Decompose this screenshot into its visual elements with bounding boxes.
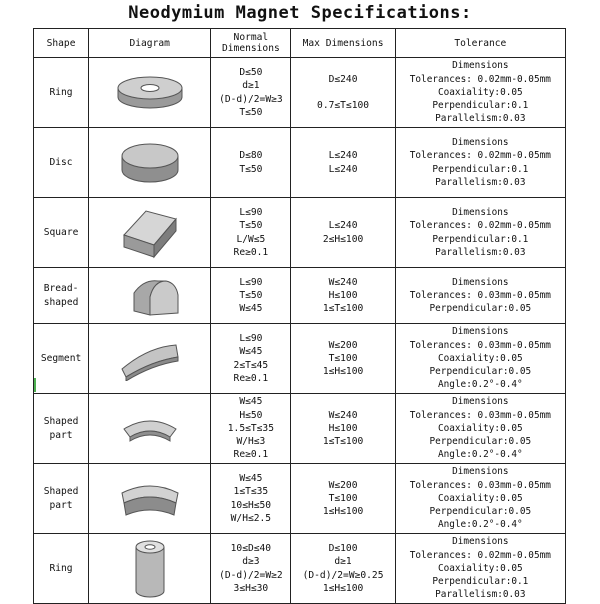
table-row <box>34 268 566 324</box>
tolerance-cell: Dimensions Tolerances: 0.02mm-0.05mm Perpendicular:0.1 Parallelism:0.03 <box>395 198 565 268</box>
table-row <box>34 394 566 464</box>
header-shape: Shape <box>34 29 89 58</box>
shape-cell: Disc <box>34 128 89 198</box>
diagram-cell <box>89 534 211 604</box>
max-dimensions-cell: D≤100 d≥1 (D-d)/2=W≥0.25 1≤H≤100 <box>291 534 395 604</box>
header-normal-dimensions: Normal Dimensions <box>211 29 291 58</box>
diagram-cell <box>89 464 211 534</box>
tolerance-cell: Dimensions Tolerances: 0.02mm-0.05mm Coaxiality:0.05 Perpendicular:0.1 Parallelism:0.03 <box>395 58 565 128</box>
table-row <box>34 198 566 268</box>
max-dimensions-cell: W≤200 T≤100 1≤H≤100 <box>291 464 395 534</box>
diagram-cell <box>89 324 211 394</box>
max-dimensions-cell: W≤240 H≤100 1≤T≤100 <box>291 268 395 324</box>
normal-dimensions-cell: W≤45 H≤50 1.5≤T≤35 W/H≤3 Re≥0.1 <box>211 394 291 464</box>
normal-dimensions-cell: L≤90 W≤45 2≤T≤45 Re≥0.1 <box>211 324 291 394</box>
shape-cell: Shaped part <box>34 394 89 464</box>
arc-part-magnet-icon <box>110 409 190 449</box>
header-diagram: Diagram <box>89 29 211 58</box>
table-row <box>34 128 566 198</box>
shape-cell: Ring <box>34 58 89 128</box>
shape-cell: Shaped part <box>34 464 89 534</box>
header-tolerance: Tolerance <box>395 29 565 58</box>
shape-cell: Ring <box>34 534 89 604</box>
max-dimensions-cell: W≤200 T≤100 1≤H≤100 <box>291 324 395 394</box>
normal-dimensions-cell: D≤80 T≤50 <box>211 128 291 198</box>
max-dimensions-cell: L≤240 2≤H≤100 <box>291 198 395 268</box>
shape-cell: Bread- shaped <box>34 268 89 324</box>
normal-dimensions-cell: L≤90 T≤50 W≤45 <box>211 268 291 324</box>
table-row <box>34 534 566 604</box>
tolerance-cell: Dimensions Tolerances: 0.02mm-0.05mm Perpendicular:0.1 Parallelism:0.03 <box>395 128 565 198</box>
max-dimensions-cell: W≤240 H≤100 1≤T≤100 <box>291 394 395 464</box>
diagram-cell <box>89 198 211 268</box>
bread-magnet-icon <box>110 271 190 321</box>
arc-block-magnet-icon <box>110 477 190 521</box>
disc-magnet-icon <box>110 140 190 186</box>
shape-cell: Segment <box>34 324 89 394</box>
normal-dimensions-cell: 10≤D≤40 d≥3 (D-d)/2=W≥2 3≤H≤30 <box>211 534 291 604</box>
diagram-cell <box>89 268 211 324</box>
ring-magnet-icon <box>110 73 190 113</box>
diagram-cell <box>89 394 211 464</box>
tolerance-cell: Dimensions Tolerances: 0.02mm-0.05mm Coaxiality:0.05 Perpendicular:0.1 Parallelism:0.03 <box>395 534 565 604</box>
header-max-dimensions: Max Dimensions <box>291 29 395 58</box>
diagram-cell <box>89 128 211 198</box>
normal-dimensions-cell: L≤90 T≤50 L/W≤5 Re≥0.1 <box>211 198 291 268</box>
max-dimensions-cell: L≤240 L≤240 <box>291 128 395 198</box>
table-row <box>34 324 566 394</box>
table-row <box>34 464 566 534</box>
tolerance-cell: Dimensions Tolerances: 0.03mm-0.05mm Coaxiality:0.05 Perpendicular:0.05 Angle:0.2°-0.4° <box>395 464 565 534</box>
tolerance-cell: Dimensions Tolerances: 0.03mm-0.05mm Coaxiality:0.05 Perpendicular:0.05 Angle:0.2°-0.4° <box>395 394 565 464</box>
tolerance-cell: Dimensions Tolerances: 0.03mm-0.05mm Coaxiality:0.05 Perpendicular:0.05 Angle:0.2°-0.4° <box>395 324 565 394</box>
max-dimensions-cell: D≤240 0.7≤T≤100 <box>291 58 395 128</box>
segment-magnet-icon <box>110 337 190 381</box>
tolerance-cell: Dimensions Tolerances: 0.03mm-0.05mm Perpendicular:0.05 <box>395 268 565 324</box>
table-row <box>34 58 566 128</box>
header-row <box>34 29 566 58</box>
square-magnet-icon <box>110 205 190 261</box>
spec-table <box>33 28 566 604</box>
page-title: Neodymium Magnet Specifications: <box>128 3 472 23</box>
normal-dimensions-cell: W≤45 1≤T≤35 10≤H≤50 W/H≤2.5 <box>211 464 291 534</box>
normal-dimensions-cell: D≤50 d≥1 (D-d)/2=W≥3 T≤50 <box>211 58 291 128</box>
diagram-cell <box>89 58 211 128</box>
shape-cell: Square <box>34 198 89 268</box>
tube-magnet-icon <box>110 537 190 601</box>
